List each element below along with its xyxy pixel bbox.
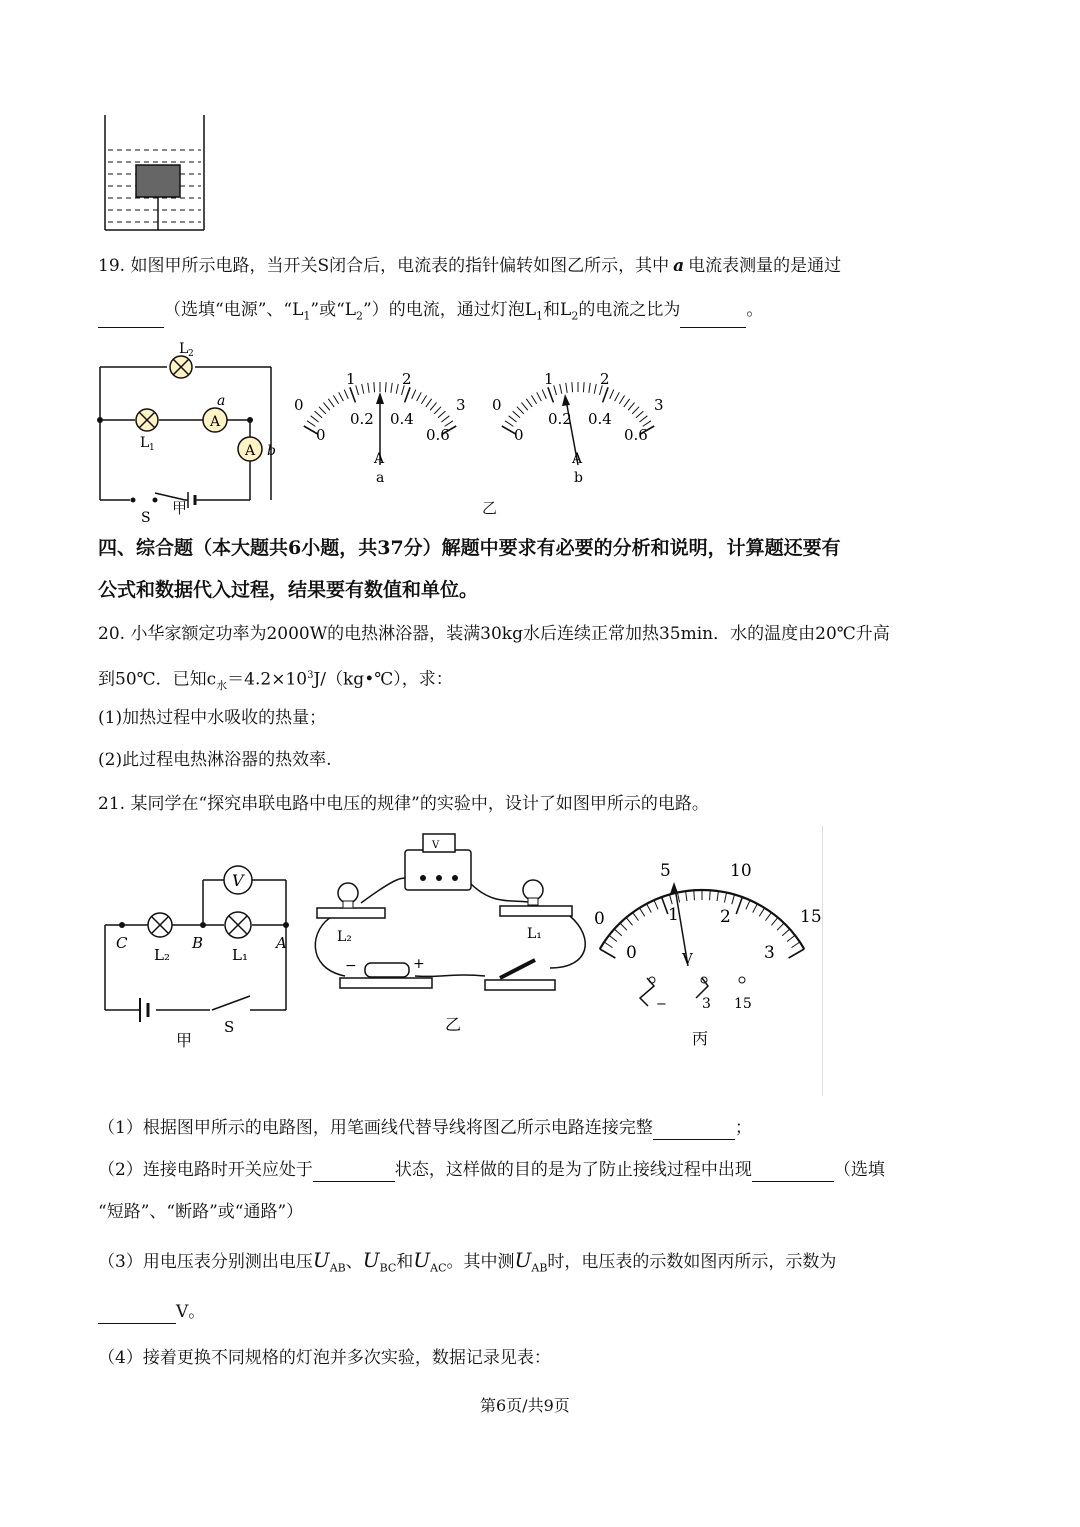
dial-tick — [669, 895, 672, 905]
svg-text:0.2: 0.2 — [548, 410, 572, 428]
svg-text:3: 3 — [654, 396, 664, 414]
q20-item2: (2)此过程电热淋浴器的热效率. — [98, 750, 332, 770]
svg-text:−: − — [656, 997, 667, 1012]
svg-text:0.2: 0.2 — [350, 410, 374, 428]
label-L2: L — [179, 341, 189, 357]
dial-tick — [374, 382, 375, 392]
svg-text:0: 0 — [316, 426, 326, 444]
q19-circuit-diagram — [95, 335, 285, 525]
meter-b-caption: b — [574, 470, 583, 486]
q20-line1: 20. 小华家额定功率为2000W的电热淋浴器，装满30kg水后连续正常加热35min．水的温度由20℃升高 — [98, 624, 890, 644]
label-a: a — [217, 393, 226, 409]
voltmeter-dial — [592, 858, 824, 1048]
q21-physical-circuit — [305, 828, 590, 1038]
dial-tick — [572, 382, 573, 392]
ammeter-b-symbol: A — [245, 443, 256, 459]
dial-tick — [782, 929, 789, 936]
svg-text:+: + — [413, 956, 425, 972]
dial-tick — [426, 399, 432, 407]
svg-text:1: 1 — [544, 370, 554, 388]
q19-fig-jia: 甲 — [172, 499, 188, 517]
dial-tick — [385, 382, 386, 392]
dial-tick — [333, 395, 338, 403]
svg-text:3: 3 — [702, 996, 711, 1012]
dial-tick — [604, 942, 612, 948]
dial-tick — [537, 392, 542, 401]
q20-line2: 到50℃．已知$c_水=4.2\times 10^3J/(kg•℃)$，求： — [98, 669, 453, 693]
ammeter-a-symbol: A — [210, 414, 221, 430]
dial-tick — [710, 890, 711, 900]
dial-tick — [736, 897, 742, 914]
svg-text:2: 2 — [720, 907, 731, 927]
dial-tick — [765, 913, 771, 921]
dial-tick — [694, 890, 695, 900]
q21-circuit-diagram — [100, 860, 300, 1050]
dial-tick — [509, 416, 517, 422]
meter-a-caption: a — [376, 470, 385, 486]
dial-tick — [434, 407, 441, 414]
dial-tick — [600, 949, 616, 958]
section-heading-line2: 公式和数据代入过程，结果要有数值和单位。 — [98, 579, 479, 601]
ammeter-dial-b — [488, 360, 668, 490]
q21-part3-line2: V。 — [98, 1300, 205, 1324]
dial-tick — [521, 403, 527, 411]
dial-tick — [583, 382, 584, 392]
dial-tick — [620, 923, 627, 930]
dial-tick — [396, 384, 398, 394]
answer-blank[interactable] — [98, 309, 164, 328]
svg-text:L₂: L₂ — [337, 929, 352, 945]
beaker-figure — [100, 110, 210, 235]
dial-tick — [417, 392, 422, 401]
dial-tick — [732, 895, 735, 905]
svg-text:L₁: L₁ — [527, 926, 542, 942]
svg-text:0: 0 — [594, 909, 605, 929]
q19-fig-yi: 乙 — [482, 499, 498, 517]
point-B: B — [192, 934, 204, 952]
dial-tick — [430, 403, 436, 411]
dial-tick — [603, 387, 608, 402]
fig-jia: 甲 — [176, 1031, 193, 1050]
dial-tick — [777, 923, 784, 930]
svg-text:0: 0 — [514, 426, 524, 444]
dial-tick — [362, 384, 364, 394]
svg-text:3: 3 — [456, 396, 466, 414]
svg-text:0: 0 — [626, 943, 637, 963]
dial-tick — [526, 399, 532, 407]
dial-tick — [654, 900, 658, 909]
figure-divider — [822, 826, 823, 1096]
dial-tick — [633, 913, 639, 921]
dial-tick — [412, 390, 416, 399]
dial-tick — [636, 411, 643, 418]
dial-tick — [344, 390, 348, 399]
dial-tick — [686, 891, 687, 901]
label-L1: L₁ — [232, 946, 248, 964]
dial-tick — [789, 949, 805, 958]
dial-tick — [356, 385, 359, 395]
point-C: C — [116, 934, 128, 952]
dial-tick — [610, 390, 614, 399]
dial-tick — [639, 416, 647, 422]
dial-tick — [548, 387, 553, 402]
q21-intro: 21. 某同学在“探究串联电路中电压的规律”的实验中，设计了如图甲所示的电路。 — [98, 794, 709, 814]
svg-text:2: 2 — [188, 349, 194, 359]
svg-text:0: 0 — [294, 396, 304, 414]
dial-tick — [717, 891, 718, 901]
label-S: S — [224, 1018, 235, 1036]
svg-text:5: 5 — [660, 861, 671, 881]
dial-tick — [315, 411, 322, 418]
dial-tick — [787, 935, 795, 941]
dial-tick — [554, 385, 557, 395]
dial-tick — [753, 904, 758, 913]
dial-tick — [662, 897, 668, 914]
dial-tick — [339, 392, 344, 401]
svg-text:0.4: 0.4 — [588, 410, 612, 428]
label-b: b — [267, 443, 276, 459]
ammeter-dial-a — [290, 360, 470, 490]
dial-tick — [517, 407, 524, 414]
dial-tick — [614, 929, 621, 936]
dial-tick — [438, 411, 445, 418]
dial-tick — [328, 399, 334, 407]
dial-tick — [323, 403, 329, 411]
dial-tick — [441, 416, 449, 422]
label-S: S — [141, 510, 151, 526]
dial-tick — [615, 392, 620, 401]
dial-tick — [391, 383, 392, 393]
dial-tick — [589, 383, 590, 393]
dial-tick — [368, 383, 369, 393]
dial-tick — [724, 893, 726, 903]
svg-text:−: − — [345, 958, 357, 974]
svg-text:1: 1 — [346, 370, 356, 388]
answer-blank[interactable] — [98, 1305, 176, 1324]
dial-tick — [771, 918, 777, 926]
q21-part1: （1）根据图甲所示的电路图，用笔画线代替导线将图乙所示电路连接完整 ； — [98, 1118, 752, 1138]
dial-tick — [619, 395, 624, 403]
svg-text:0: 0 — [492, 396, 502, 414]
answer-blank[interactable] — [653, 1121, 735, 1140]
dial-tick — [505, 421, 513, 427]
answer-blank[interactable] — [680, 309, 746, 328]
answer-blank[interactable] — [313, 1163, 395, 1182]
dial-tick — [628, 403, 634, 411]
dial-tick — [566, 383, 567, 393]
q21-part3: （3）用电压表分别测出电压$U_{AB}$、$U_{BC}$和$U_{AC}$。其中测$U_{AB}$时，电压表的示数如图丙所示，示数为 — [98, 1248, 837, 1275]
svg-text:0.6: 0.6 — [426, 426, 450, 444]
section-heading-line1: 四、综合题（本大题共6小题，共37分）解题中要求有必要的分析和说明，计算题还要有 — [98, 537, 841, 559]
dial-tick — [319, 407, 326, 414]
dial-tick — [421, 395, 426, 403]
point-A: A — [276, 934, 287, 952]
dial-tick — [759, 908, 764, 916]
dial-tick — [350, 387, 355, 402]
dial-tick — [311, 416, 319, 422]
svg-text:2: 2 — [402, 370, 412, 388]
voltmeter-symbol: V — [232, 871, 244, 890]
label-L1: L — [140, 435, 150, 451]
svg-text:2: 2 — [600, 370, 610, 388]
dial-tick — [531, 395, 536, 403]
dial-tick — [626, 918, 632, 926]
svg-text:10: 10 — [730, 861, 752, 881]
svg-text:A: A — [374, 451, 385, 467]
svg-text:15: 15 — [734, 996, 752, 1012]
fig-bing: 丙 — [692, 1029, 709, 1048]
dial-tick — [405, 387, 410, 402]
q21-part2: （2）连接电路时开关应处于 状态，这样做的目的是为了防止接线过程中出现 （选填 — [98, 1160, 885, 1180]
label-L2: L₂ — [154, 946, 170, 964]
dial-tick — [560, 384, 562, 394]
svg-text:0.6: 0.6 — [624, 426, 648, 444]
dial-tick — [746, 900, 750, 909]
page-footer: 第6页/共9页 — [480, 1396, 570, 1415]
svg-text:V: V — [682, 950, 693, 968]
dial-tick — [624, 399, 630, 407]
dial-tick — [792, 942, 800, 948]
svg-text:1: 1 — [668, 905, 679, 925]
dial-tick — [594, 384, 596, 394]
svg-text:15: 15 — [800, 907, 822, 927]
dial-tick — [307, 421, 315, 427]
q21-part2-line2: “短路”、“断路”或“通路”） — [98, 1202, 304, 1222]
svg-text:0.4: 0.4 — [390, 410, 414, 428]
q19-line1: 19. 如图甲所示电路，当开关S闭合后，电流表的指针偏转如图乙所示，其中 a 电流表测量的是通过 — [98, 256, 842, 276]
dial-tick — [609, 935, 617, 941]
svg-text:A: A — [572, 451, 583, 467]
dial-tick — [639, 908, 644, 916]
dial-tick — [542, 390, 546, 399]
q20-item1: (1)加热过程中水吸收的热量； — [98, 708, 327, 728]
svg-text:V: V — [432, 840, 440, 851]
q21-part4: （4）接着更换不同规格的灯泡并多次实验，数据记录见表： — [98, 1348, 551, 1368]
svg-text:3: 3 — [764, 943, 775, 963]
dial-tick — [647, 904, 652, 913]
answer-blank[interactable] — [752, 1163, 834, 1182]
fig-yi: 乙 — [445, 1015, 462, 1034]
svg-text:1: 1 — [149, 443, 155, 453]
q19-line2: （选填“电源”、“$L_1$”或“$L_2$”）的电流，通过灯泡$L_1$和$L_2$的电流之比为 。 — [98, 298, 763, 328]
dial-tick — [513, 411, 520, 418]
dial-tick — [632, 407, 639, 414]
